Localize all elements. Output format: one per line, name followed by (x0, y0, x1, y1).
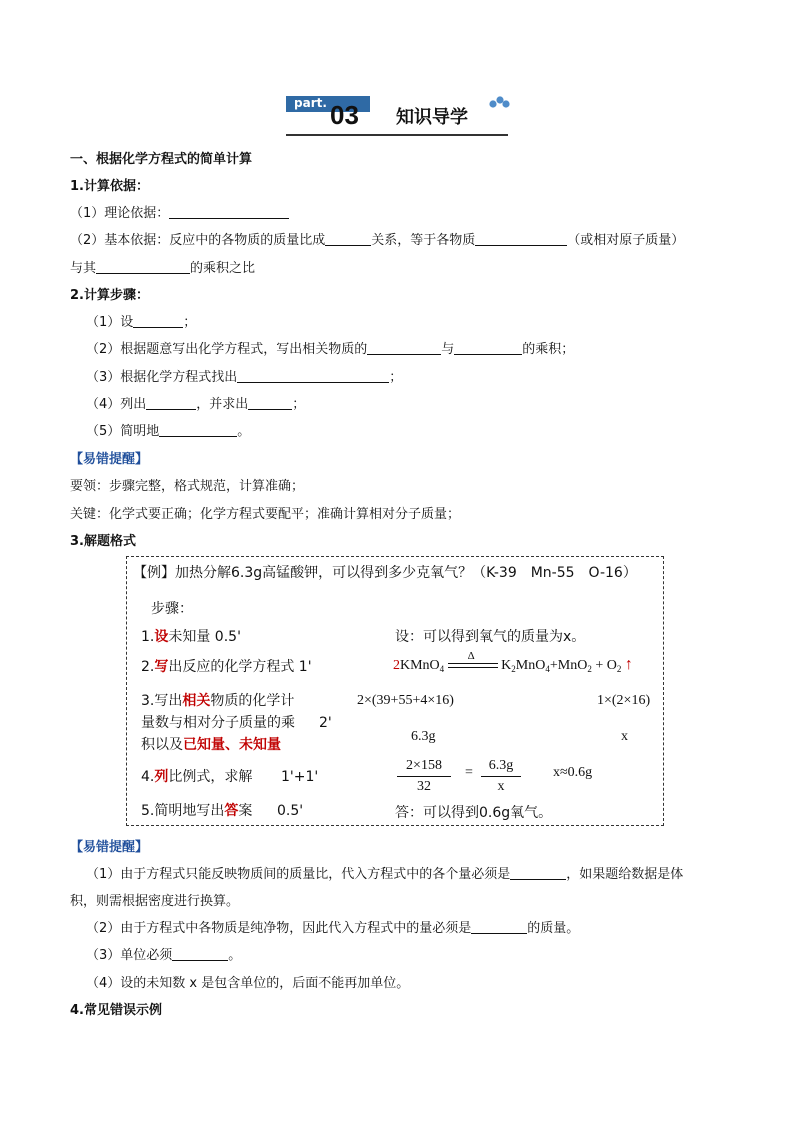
blank (325, 232, 371, 246)
gas-up-arrow-icon: ↑ (624, 656, 633, 673)
blank (96, 260, 190, 274)
blank (475, 232, 567, 246)
blank (248, 396, 292, 410)
reaction-arrow: Δ (448, 656, 498, 676)
step-4: （4）列出 ，并求出 ； (86, 397, 306, 412)
example-question: 【例】加热分解6.3g高锰酸钾，可以得到多少克氧气？（K-39 Mn-55 O-16） (133, 565, 637, 581)
decor-dots-icon (488, 94, 510, 108)
result: x≈0.6g (553, 765, 593, 780)
equals-sign: = (465, 765, 473, 780)
example-step-3b: 量数与相对分子质量的乘 (141, 715, 295, 731)
step-1: （1）设 ； (86, 315, 197, 330)
tip2-point-3: （3）单位必须 。 (86, 948, 242, 963)
step-5: （5）简明地 。 (86, 424, 251, 439)
unknown-mass: x (621, 729, 628, 744)
blank (471, 920, 527, 934)
blank (133, 314, 183, 328)
steps-title: 2.计算步骤： (70, 288, 149, 303)
common-errors-title: 4.常见错误示例 (70, 1003, 162, 1018)
blank (454, 341, 522, 355)
tip2-point-1-cont: 积，则需根据密度进行换算。 (70, 894, 240, 909)
example-step-3-score: 2' (319, 715, 332, 731)
step-3: （3）根据化学方程式找出 ； (86, 370, 403, 385)
basis-title: 1.计算依据： (70, 179, 149, 194)
blank (510, 866, 566, 880)
chemical-equation: 2KMnO$_4$ Δ $K_2MnO_4+MnO_2 + O_2$ ↑ (393, 649, 633, 674)
example-step-3: 3.写出相关物质的化学计 (141, 693, 295, 709)
example-step-4: 4.列比例式，求解 (141, 769, 253, 785)
blank (172, 947, 228, 961)
example-step-3c: 积以及已知量、未知量 (141, 737, 281, 753)
example-step-1: 1.设未知量 0.5' (141, 629, 241, 645)
answer: 答：可以得到0.6g氧气。 (395, 805, 553, 821)
example-box (126, 556, 664, 826)
mass-left: 2×(39+55+4×16) (357, 693, 454, 708)
example-step-4-score: 1'+1' (281, 769, 319, 785)
basis-line-2: （2）基本依据：反应中的各物质的质量比成 关系，等于各物质 （或相对原子质量） (70, 233, 685, 248)
basis-line-3: 与其 的乘积之比 (70, 261, 256, 276)
basis-line-1: （1）理论依据： (70, 205, 289, 223)
mass-right: 1×(2×16) (597, 693, 651, 708)
blank (169, 205, 289, 219)
blank (237, 369, 389, 383)
blank (146, 396, 196, 410)
tip2-point-1: （1）由于方程式只能反映物质间的质量比，代入方程式中的各个量必须是 ，如果题给数据是体 (86, 867, 684, 882)
section-title: 知识导学 (396, 107, 468, 128)
known-mass: 6.3g (411, 729, 436, 744)
fraction-2: 6.3g x (481, 757, 521, 796)
format-title: 3.解题格式 (70, 534, 136, 549)
steps-label: 步骤： (151, 601, 193, 617)
example-step-5-score: 0.5' (277, 803, 304, 819)
tip-label-1: 【易错提醒】 (70, 452, 149, 467)
fraction-1: 2×158 32 (397, 757, 451, 796)
header-underline (286, 134, 508, 136)
example-step-2: 2.写出反应的化学方程式 1' (141, 659, 312, 675)
solution-set: 设：可以得到氧气的质量为x。 (395, 629, 586, 645)
tip-label-2: 【易错提醒】 (70, 840, 149, 855)
tip2-point-4: （4）设的未知数 x 是包含单位的，后面不能再加单位。 (86, 976, 410, 991)
section-header (286, 92, 510, 138)
heading-simple-calc: 一、根据化学方程式的简单计算 (70, 152, 253, 167)
part-label: part. (294, 96, 327, 110)
tip-essentials: 要领：步骤完整，格式规范，计算准确； (70, 479, 305, 494)
blank (159, 423, 237, 437)
part-number: 03 (330, 100, 359, 130)
blank (367, 341, 441, 355)
tip-key: 关键：化学式要正确；化学方程式要配平；准确计算相对分子质量； (70, 507, 461, 522)
step-2: （2）根据题意写出化学方程式，写出相关物质的 与 的乘积； (86, 342, 575, 357)
example-step-5: 5.简明地写出答案 (141, 803, 253, 819)
tip2-point-2: （2）由于方程式中各物质是纯净物，因此代入方程式中的量必须是 的质量。 (86, 921, 580, 936)
